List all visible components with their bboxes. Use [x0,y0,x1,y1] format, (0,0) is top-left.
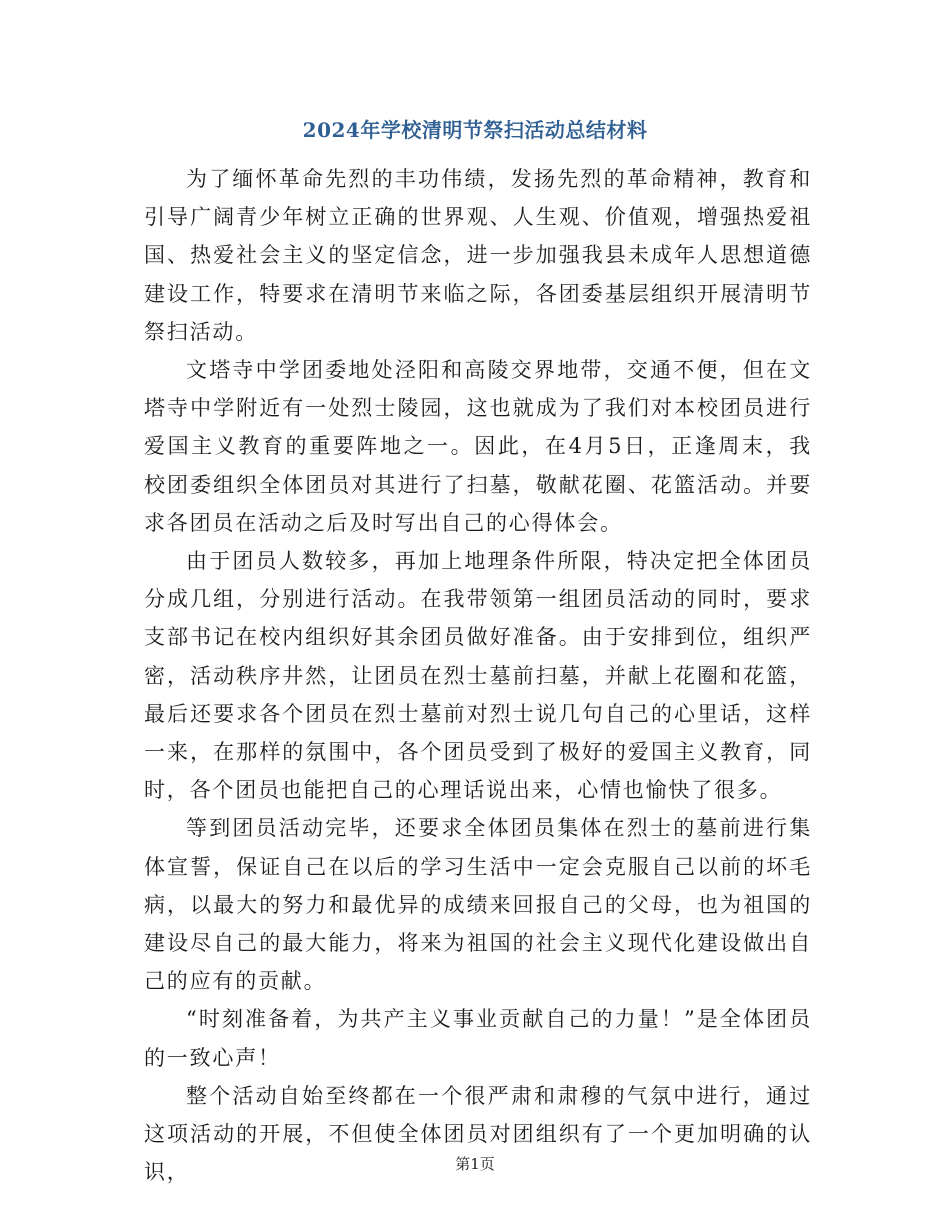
paragraph-1: 为了缅怀革命先烈的丰功伟绩，发扬先烈的革命精神，教育和引导广阔青少年树立正确的世界观、人生观、价值观，增强热爱祖国、热爱社会主义的坚定信念，进一步加强我县未成年人思想道德建设工作，特要求在清明节来临之际，各团委基层组织开展清明节祭扫活动。 [144,167,812,344]
paragraph-6: 整个活动自始至终都在一个很严肃和肃穆的气氛中进行，通过这项活动的开展，不但使全体团员对团组织有了一个更加明确的认识， [144,1083,812,1185]
paragraph-3: 由于团员人数较多，再加上地理条件所限，特决定把全体团员分成几组，分别进行活动。在我带领第一组团员活动的同时，要求支部书记在校内组织好其余团员做好准备。由于安排到位，组织严密，活动秩序井然，让团员在烈士墓前扫墓，并献上花圈和花篮，最后还要求各个团员在烈士墓前对烈士说几句自己的心里话，这样一来，在那样的氛围中，各个团员受到了极好的爱国主义教育，同时，各个团员也能把自己的心理话说出来，心情也愉快了很多。 [144,549,812,803]
page-number: 第1页 [455,1155,495,1173]
document-body [144,160,812,1191]
paragraph-5: “时刻准备着，为共产主义事业贡献自己的力量！”是全体团员的一致心声！ [144,1007,812,1070]
paragraph-2: 文塔寺中学团委地处泾阳和高陵交界地带，交通不便，但在文塔寺中学附近有一处烈士陵园，这也就成为了我们对本校团员进行爱国主义教育的重要阵地之一。因此，在4月5日，正逢周末，我校团委组织全体团员对其进行了扫墓，敬献花圈、花篮活动。并要求各团员在活动之后及时写出自己的心得体会。 [144,358,812,535]
document-title: 2024年学校清明节祭扫活动总结材料 [302,118,648,142]
paragraph-4: 等到团员活动完毕，还要求全体团员集体在烈士的墓前进行集体宣誓，保证自己在以后的学习生活中一定会克服自己以前的坏毛病，以最大的努力和最优异的成绩来回报自己的父母，也为祖国的建设尽自己的最大能力，将来为祖国的社会主义现代化建设做出自己的应有的贡献。 [144,816,812,994]
